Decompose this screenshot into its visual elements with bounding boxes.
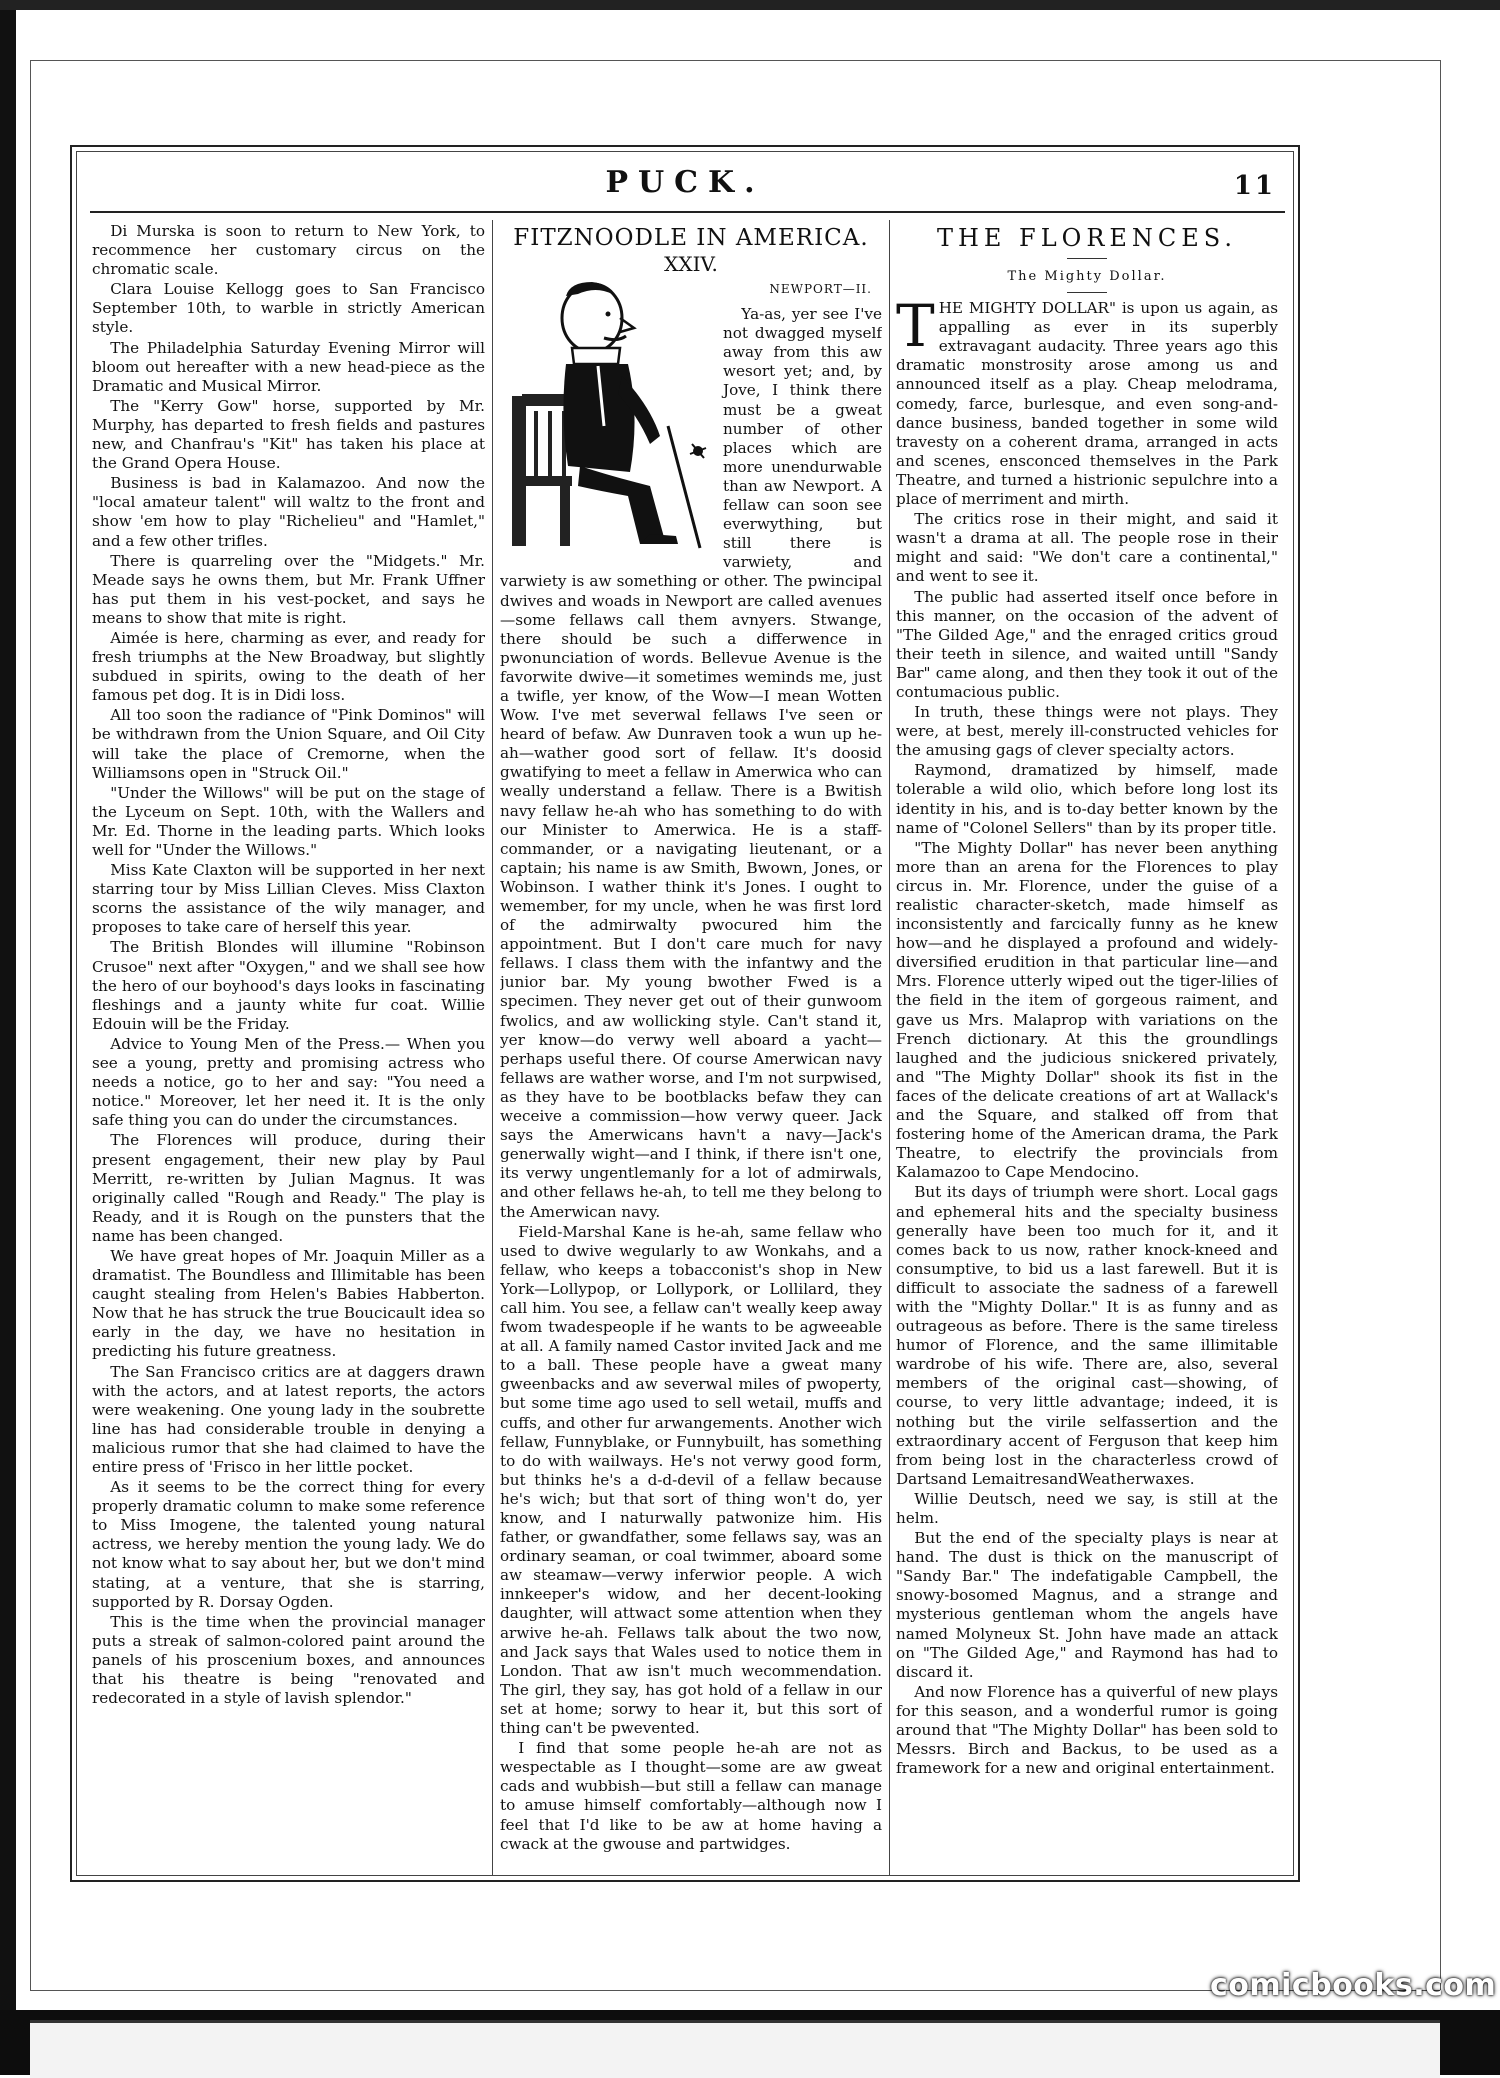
note-paragraph: There is quarreling over the "Midgets." Mr. Meade says he owns them, but Mr. Frank Uffner has put them in his vest-pocket, and says he means to show that mite is right. xyxy=(92,551,485,627)
column-dramatic-notes xyxy=(92,222,485,1872)
note-paragraph: Clara Louise Kellogg goes to San Francisco September 10th, to warble in strictly American style. xyxy=(92,280,485,337)
article-subtitle: The Mighty Dollar. xyxy=(1007,269,1167,284)
page-edge-top xyxy=(30,60,1440,61)
article-paragraph: Raymond, dramatized by himself, made tolerable a wild olio, which before long lost its identity in his, and is to-day better known by the name of "Colonel Sellers" than by its proper title. xyxy=(896,761,1278,837)
heading-rule xyxy=(1067,258,1107,259)
page-edge-right xyxy=(1440,60,1441,1990)
article-paragraph: But the end of the specialty plays is near at hand. The dust is thick on the manuscript of "Sandy Bar." The indefatigable Campbell, the snowy-bosomed Magnus, and a strange and mysterious gentleman whom the angels have named Molyneux St. John have made an attack on "The Gilded Age," and Raymond has had to discard it. xyxy=(896,1529,1278,1681)
article-paragraph: And now Florence has a quiverful of new plays for this season, and a wonderful rumor is going around that "The Mighty Dollar" has been sold to Messrs. Birch and Backus, to be used as a framework for a new and original entertainment. xyxy=(896,1682,1278,1778)
next-page-strip xyxy=(30,2020,1440,2078)
note-paragraph: Business is bad in Kalamazoo. And now the "local amateur talent" will waltz to the front and show 'em how to play "Richelieu" and "Hamlet," and a few other trifles. xyxy=(92,474,485,550)
note-paragraph: "Under the Willows" will be put on the stage of the Lyceum on Sept. 10th, with the Wallers and Mr. Ed. Thorne in the leading parts. Which looks well for "Under the Willows." xyxy=(92,783,485,859)
masthead-rule xyxy=(90,211,1285,213)
watermark: comicbooks.com xyxy=(1210,1968,1497,2003)
article-paragraph: Field-Marshal Kane is he-ah, same fellaw who used to dwive wegularly to aw Wonkahs, and a fellaw, who keeps a tobacconist's shop in New York—Lollypop, or Lollypork, or Lollilard, they call him. You see, a fellaw can't weally keep away fwom twadespeople if he wants to be agweeable at all. A family named Castor invited Jack and me to a ball. These people have a gweat many gweenbacks and aw severwal miles of pwoperty, but some time ago used to sell wetail, muffs and cuffs, and other fur arwangements. Another wich fellaw, Funnyblake, or Funnybuilt, has something to do with wailways. He's not verwy good form, but thinks he's a d-d-devil of a fellaw because he's wich; but that sort of thing won't do, yer know, and I naturwally patwonize him. His father, or gwandfather, some fellaws say, was an ordinary seaman, or coal twimmer, aboard some aw steamaw—verwy inferwior people. A wich innkeeper's widow, and her decent-looking daughter, will attwact some attention when they arwive he-ah. Fellaws talk about the two now, and Jack says that Wales used to notice them in London. That aw isn't much wecommendation. The girl, they say, has got hold of a fellaw in our set at home; sorwy to hear it, but this sort of thing can't be pwevented. xyxy=(500,1222,882,1738)
dateline: NEWPORT—II. xyxy=(769,282,872,296)
note-paragraph: Advice to Young Men of the Press.— When you see a young, pretty and promising actress who needs a notice, go to her and say: "You need a notice." Moreover, let her need it. It is the only safe thing you can do under the circumstances. xyxy=(92,1034,485,1130)
article-lead-text: HE MIGHTY DOLLAR" is upon us again, as appalling as ever in its superbly extravagant audacity. Three years ago this dramatic monstrosity arose among us and announced itself as a play. Cheap melodrama, comedy, farce, burlesque, and even song-and-dance business, banded together in some wild travesty on a coherent drama, arranged in acts and scenes, ensconced themselves in the Park Theatre, and turned a histrionic sepulchre into a place of merriment and mirth. xyxy=(896,299,1278,509)
article-paragraph: In truth, these things were not plays. They were, at best, merely ill-constructed vehicles for the amusing gags of clever specialty actors. xyxy=(896,703,1278,760)
article-heading: THE FLORENCES. xyxy=(936,224,1238,252)
scan-edge-left xyxy=(0,0,16,2075)
note-paragraph: The San Francisco critics are at daggers drawn with the actors, and at latest reports, the actors were weakening. One young lady in the soubrette line has had considerable trouble in denying a malicious rumor that she had claimed to have the entire press of 'Frisco in her little pocket. xyxy=(92,1362,485,1476)
article-paragraph: Willie Deutsch, need we say, is still at the helm. xyxy=(896,1489,1278,1527)
column-fitznoodle xyxy=(500,222,882,1872)
note-paragraph: We have great hopes of Mr. Joaquin Miller as a dramatist. The Boundless and Illimitable has been caught stealing from Helen's Babies Habberton. Now that he has struck the true Boucicault idea so early in the day, we have no hesitation in predicting his future greatness. xyxy=(92,1246,485,1361)
masthead-title: PUCK. xyxy=(605,165,765,200)
column-divider-2 xyxy=(889,220,890,1875)
drop-cap: T xyxy=(896,292,935,361)
column-divider-1 xyxy=(492,220,493,1875)
note-paragraph: As it seems to be the correct thing for every properly dramatic column to make some reference to Miss Imogene, the talented young natural actress, we hereby mention the young lady. We do not know what to say about her, but we don't mind stating, at a venture, that she is starring, supported by R. Dorsay Ogden. xyxy=(92,1478,485,1611)
scan-edge-top xyxy=(0,0,1500,10)
article-paragraph: I find that some people he-ah are not as wespectable as I thought—some are aw gweat cads and wubbish—but still a fellaw can manage to amuse himself comfortably—although now I feel that I'd like to be aw at home having a cwack at the gwouse and partwidges. xyxy=(500,1739,882,1853)
article-heading: FITZNOODLE IN AMERICA. xyxy=(513,225,869,251)
article-paragraph: "The Mighty Dollar" has never been anything more than an arena for the Florences to play circus in. Mr. Florence, under the guise of a realistic character-sketch, made himself as inconsistently and farcically funny as he knew how—and he displayed a profound and widely-diversified erudition in that particular line—and Mrs. Florence utterly wiped out the tiger-lilies of the field in the item of gorgeous raiment, and gave us Mrs. Malaprop with variations on the French dictionary. At this the groundlings laughed and the judicious snickered privately, and "The Mighty Dollar" shook its fist in the faces of the delicate creations of art at Wallack's and the Square, and stalked off from that fostering home of the American drama, the Park Theatre, to electrify the provincials from Kalamazoo to Cape Mendocino. xyxy=(896,838,1278,1182)
note-paragraph: All too soon the radiance of "Pink Dominos" will be withdrawn from the Union Square, and Oil City will take the place of Cremorne, when the Williamsons open in "Struck Oil." xyxy=(92,706,485,782)
heading-rule xyxy=(1067,292,1107,293)
masthead xyxy=(76,165,1294,209)
page-edge-left xyxy=(30,60,31,1990)
note-paragraph: The "Kerry Gow" horse, supported by Mr. Murphy, has departed to fresh fields and pastures new, and Chanfrau's "Kit" has taken his place at the Grand Opera House. xyxy=(92,396,485,473)
article-paragraph: The critics rose in their might, and said it wasn't a drama at all. The people rose in their might and said: "We don't care a continental," and went to see it. xyxy=(896,510,1278,586)
note-paragraph: This is the time when the provincial manager puts a streak of salmon-colored paint around the panels of his proscenium boxes, and announces that his theatre is being "renovated and redecorated in a style of lavish splendor." xyxy=(92,1612,485,1708)
article-paragraph xyxy=(896,292,1278,509)
note-paragraph: Miss Kate Claxton will be supported in her next starring tour by Miss Lillian Cleves. Miss Claxton scorns the assistance of the wily manager, and proposes to take care of herself this year. xyxy=(92,861,485,937)
article-paragraph: But its days of triumph were short. Local gags and ephemeral hits and the specialty business generally have been too much for it, and it comes back to us now, rather knock-kneed and consumptive, to bid us a last farewell. But it is difficult to associate the sadness of a farewell with the "Mighty Dollar." It is as funny and as outrageous as before. There is the same tireless humor of Florence, and the same illimitable wardrobe of his wife. There are, also, several members of the original cast—showing, of course, to very little advantage; indeed, it is nothing but the virile selfassertion and the extraordinary accent of Ferguson that keep him from being lost in the characterless crowd of Dartsand LemaitresandWeatherwaxes. xyxy=(896,1183,1278,1488)
fitznoodle-illustration xyxy=(500,276,715,551)
note-paragraph: The British Blondes will illumine "Robinson Crusoe" next after "Oxygen," and we shall see how the hero of our boyhood's days looks in fascinating fleshings and a jaunty white fur coat. Willie Edouin will be the Friday. xyxy=(92,938,485,1033)
note-paragraph: The Philadelphia Saturday Evening Mirror will bloom out hereafter with a new head-piece as the Dramatic and Musical Mirror. xyxy=(92,338,485,395)
scan-edge-bottom xyxy=(0,2010,1500,2075)
column-florences xyxy=(896,222,1278,1872)
article-paragraph: Ya-as, yer see I've not dwagged myself away from this aw wesort yet; and, by Jove, I think there must be a gweat number of other places which are more unendurwable than aw Newport. A fellaw can soon see everwything, but still there is varwiety, and varwiety is aw something or other. The pwincipal dwives and woads in Newport are called avenues—some fellaws call them avnyers. Stwange, there should be such a differwence in pwonunciation of words. Bellevue Avenue is the favorwite dwive—it sometimes weminds me, just a twifle, yer know, of the Wow—I mean Wotten Wow. I've met severwal fellaws I've seen or heard of befaw. Aw Dunraven took a wun up he-ah—wather good sort of fellaw. It's doosid gwatifying to meet a fellaw in Amerwica who can weally understand a fellaw. There is a Bwitish navy fellaw he-ah who has something to do with our Minister to Amerwica. He is a staff-commander, or a navigating lieutenant, or a captain; his name is aw Smith, Bwown, Jones, or Wobinson. I wather think it's Jones. I ought to wemember, for my uncle, when he was first lord of the admirwalty pwocured him the appointment. But I don't care much for navy fellaws. I class them with the infantwy and the junior bar. My young bwother Fwed is a specimen. They never get out of their gunwoom fwolics, and aw wollicking style. Can't stand it, yer know—do verwy well aboard a yacht—perhaps useful there. Of course Amerwican navy fellaws are wather worse, and I'm not surpwised, as they have to be bootblacks befaw they can weceive a commission—how verwy queer. Jack says the Amerwicans havn't a navy—Jack's generwally wight—and I think, if there isn't one, its verwy ungentlemanly for a lot of admirwals, and other fellaws he-ah, to tell me they belong to the Amerwican navy. xyxy=(500,305,882,1221)
note-paragraph: Aimée is here, charming as ever, and ready for fresh triumphs at the New Broadway, but slightly subdued in spirits, owing to the death of her famous pet dog. It is in Didi loss. xyxy=(92,628,485,705)
article-paragraph: The public had asserted itself once before in this manner, on the occasion of the advent of "The Gilded Age," and the enraged critics groud their teeth in silence, and waited untill "Sandy Bar" came along, and then they took it out of the contumacious public. xyxy=(896,587,1278,701)
note-paragraph: Di Murska is soon to return to New York, to recommence her customary circus on the chromatic scale. xyxy=(92,222,485,279)
page-number: 11 xyxy=(1233,171,1276,201)
note-paragraph: The Florences will produce, during their present engagement, their new play by Paul Merritt, re-written by Julian Magnus. It was originally called "Rough and Ready." The play is Ready, and it is Rough on the punsters that the name has been changed. xyxy=(92,1131,485,1245)
article-number: XXIV. xyxy=(664,252,718,276)
